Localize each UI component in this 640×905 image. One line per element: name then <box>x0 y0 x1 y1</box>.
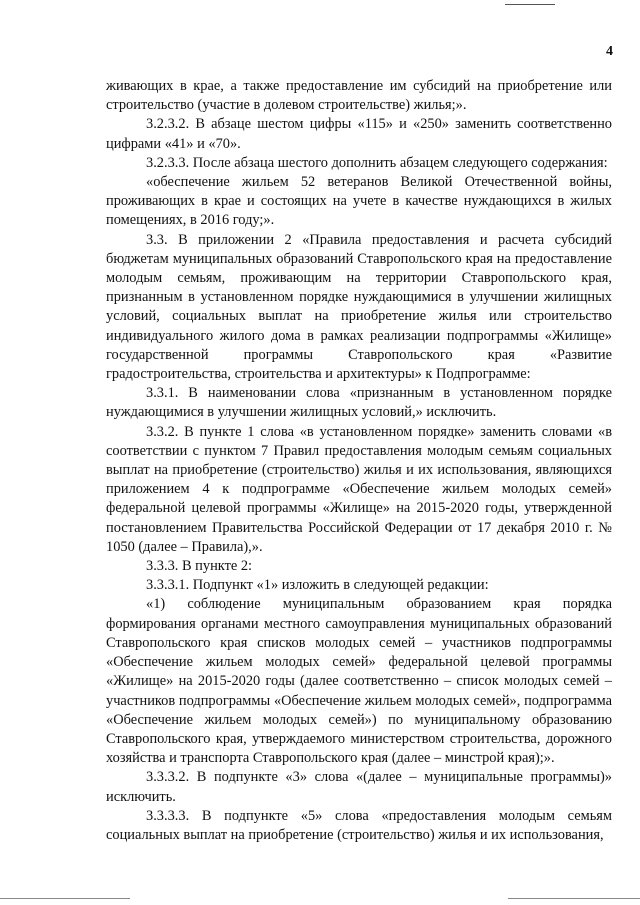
paragraph: 3.3.2. В пункте 1 слова «в установленном порядке» заменить словами «в соответствии с пунктом 7 Правил предоставления молодым семьям социальных выплат на приобретение (строительство) жилья и их использования, являющихся приложением 4 к подпрограмме «Обеспечение жильем молодых семей» федеральной целевой программы «Жилище» на 2015-2020 годы, утвержденной постановлением Правительства Российской Федерации от 17 декабря 2010 г. № 1050 (далее – Правила),». <box>106 423 612 555</box>
page-number: 4 <box>606 44 613 59</box>
footer-rule <box>508 898 640 899</box>
document-body <box>106 77 612 845</box>
paragraph: 3.2.3.2. В абзаце шестом цифры «115» и «250» заменить соответственно цифрами «41» и «70». <box>106 116 612 152</box>
paragraph: 3.3.3.3. В подпункте «5» слова «предоставления молодым семьям социальных выплат на приобретение (строительство) жилья и их использования, <box>106 807 612 843</box>
quoted-paragraph: «1) соблюдение муниципальным образованием края порядка формирования органами местного самоуправления муниципальных образований Ставропольского края списков молодых семей – участников подпрограммы «Обеспечение жильем молодых семей» федеральной целевой программы «Жилище» на 2015-2020 годы (далее соответственно – список молодых семей – участников подпрограммы «Обеспечение жильем молодых семей», подпрограмма «Обеспечение жильем молодых семей») по муниципальному образованию Ставропольского края, утверждаемого министерством строительства, дорожного хозяйства и транспорта Ставропольского края (далее – минстрой края);». <box>106 596 612 767</box>
header-rule <box>505 4 555 5</box>
paragraph: 3.3. В приложении 2 «Правила предоставления и расчета субсидий бюджетам муниципальных образований Ставропольского края на предоставление молодым семьям, проживающим на территории Ставропольского края, признанным в установленном порядке нуждающимися в улучшении жилищных условий, социальных выплат на приобретение жилья или строительство индивидуального жилого дома в рамках реализации подпрограммы «Жилище» государственной программы Ставропольского края «Развитие градостроительства, строительства и архитектуры» к Подпрограмме: <box>106 231 612 383</box>
paragraph: живающих в крае, а также предоставление им субсидий на приобретение или строительство (участие в долевом строительстве) жилья;». <box>106 78 612 114</box>
paragraph: 3.2.3.3. После абзаца шестого дополнить абзацем следующего содержания: <box>146 154 608 171</box>
paragraph: 3.3.3.1. Подпункт «1» изложить в следующей редакции: <box>146 577 489 594</box>
quoted-paragraph: «обеспечение жильем 52 ветеранов Великой Отечественной войны, проживающих в крае и состоящих на учете в качестве нуждающихся в жилых помещениях, в 2016 году;». <box>106 174 612 229</box>
paragraph: 3.3.3. В пункте 2: <box>146 558 253 575</box>
paragraph: 3.3.3.2. В подпункте «3» слова «(далее – муниципальные программы)» исключить. <box>106 769 612 805</box>
footer-rule <box>0 898 130 899</box>
paragraph: 3.3.1. В наименовании слова «признанным в установленном порядке нуждающимися в улучшении жилищных условий,» исключить. <box>106 385 612 421</box>
